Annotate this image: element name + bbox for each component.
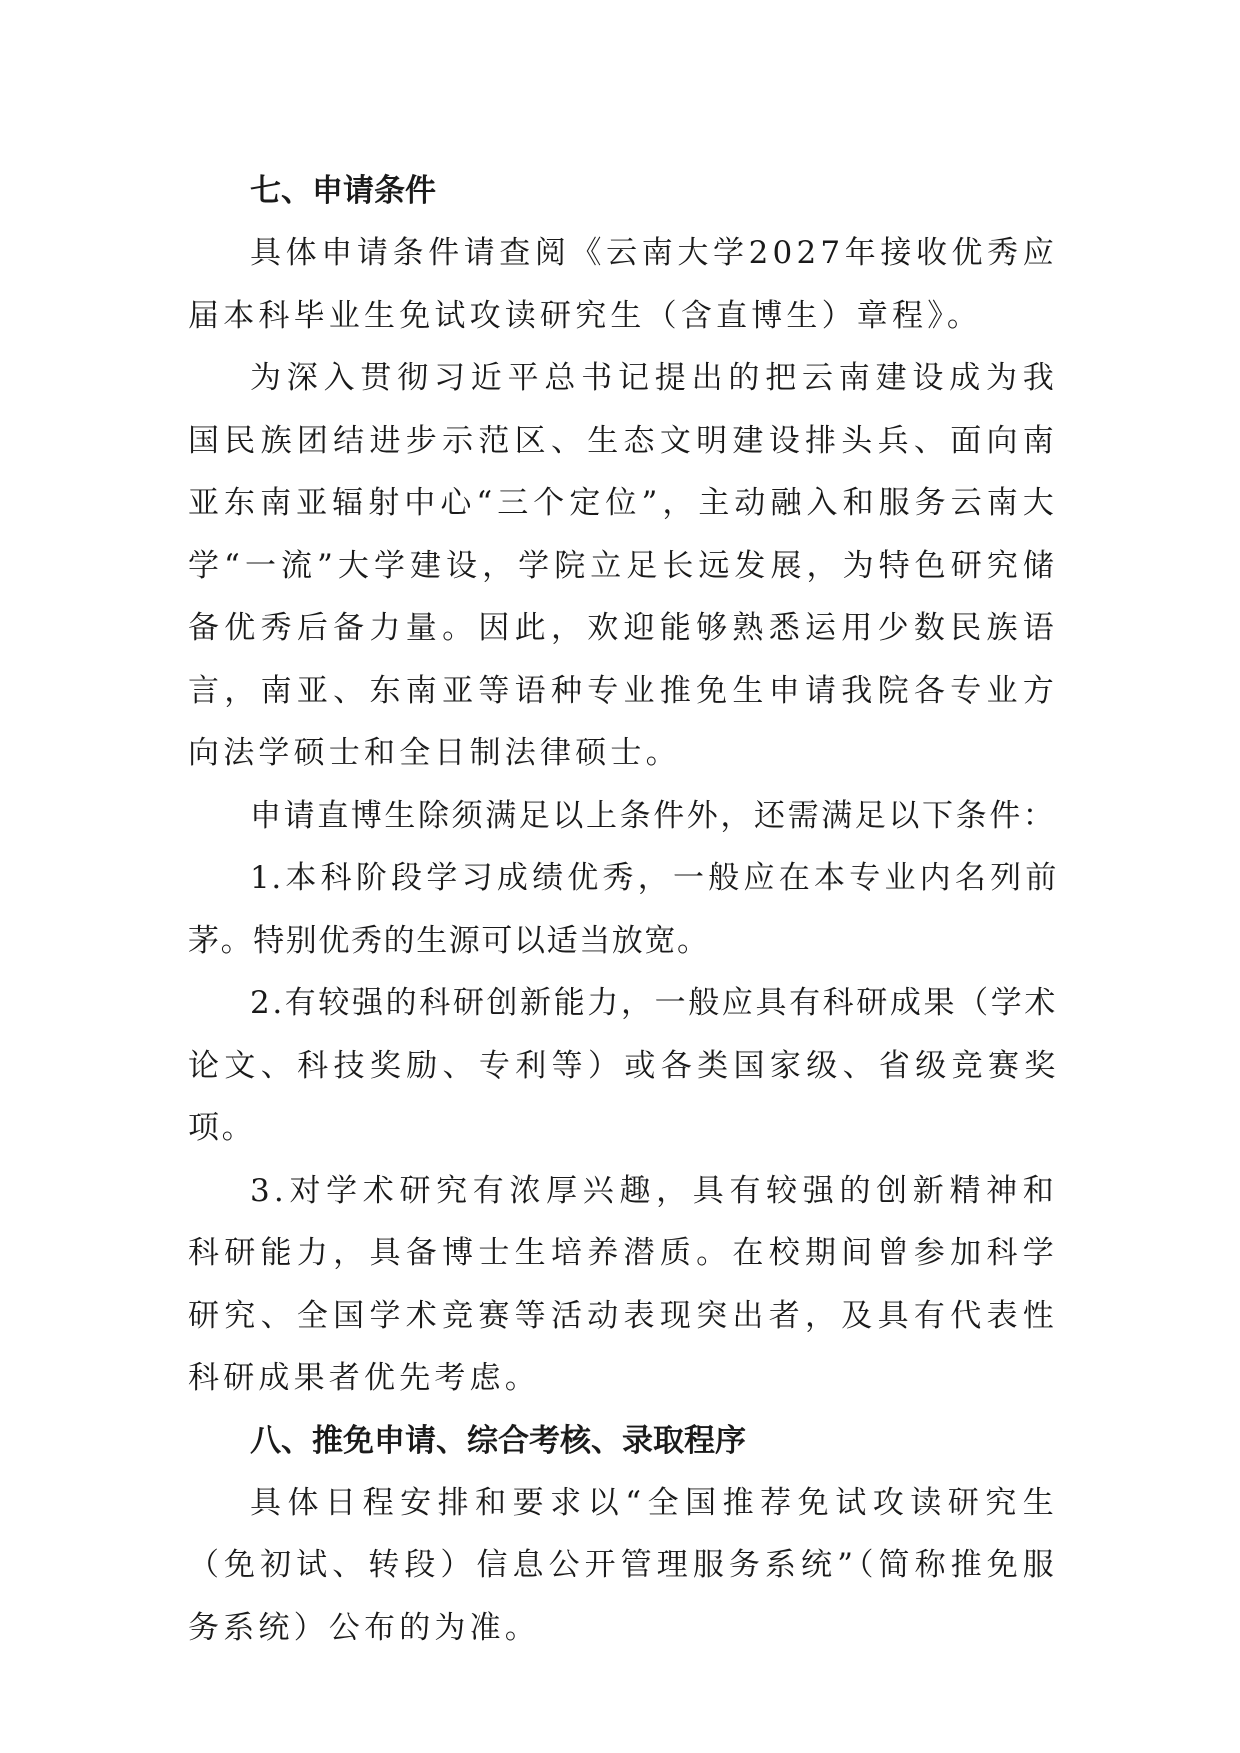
paragraph-condition-3: 3.对学术研究有浓厚兴趣，具有较强的创新精神和科研能力，具备博士生培养潜质。在校期间曾参加科学研究、全国学术竞赛等活动表现突出者，及具有代表性科研成果者优先考虑。 (188, 1172, 1058, 1396)
section-heading-8: 八、推免申请、综合考核、录取程序 (250, 1422, 746, 1459)
paragraph-application-reference: 具体申请条件请查阅《云南大学2027年接收优秀应届本科毕业生免试攻读研究生（含直博生）章程》。 (188, 235, 1058, 334)
paragraph-condition-2: 2.有较强的科研创新能力，一般应具有科研成果（学术论文、科技奖励、专利等）或各类国家级、省级竞赛奖项。 (188, 985, 1058, 1146)
section-heading-7: 七、申请条件 (250, 173, 436, 209)
document-page (188, 160, 1058, 1659)
paragraph-condition-1: 1.本科阶段学习成绩优秀，一般应在本专业内名列前茅。特别优秀的生源可以适当放宽。 (188, 860, 1058, 959)
paragraph-schedule-reference: 具体日程安排和要求以“全国推荐免试攻读研究生（免初试、转段）信息公开管理服务系统”（简称推免服务系统）公布的为准。 (188, 1484, 1058, 1646)
paragraph-direct-phd-intro: 申请直博生除须满足以上条件外，还需满足以下条件： (250, 797, 1057, 834)
paragraph-minority-language-welcome: 为深入贯彻习近平总书记提出的把云南建设成为我国民族团结进步示范区、生态文明建设排头兵、面向南亚东南亚辐射中心“三个定位”，主动融入和服务云南大学“一流”大学建设，学院立足长远发展，为特色研究储备优秀后备力量。因此，欢迎能够熟悉运用少数民族语言，南亚、东南亚等语种专业推免生申请我院各专业方向法学硕士和全日制法律硕士。 (188, 360, 1058, 771)
